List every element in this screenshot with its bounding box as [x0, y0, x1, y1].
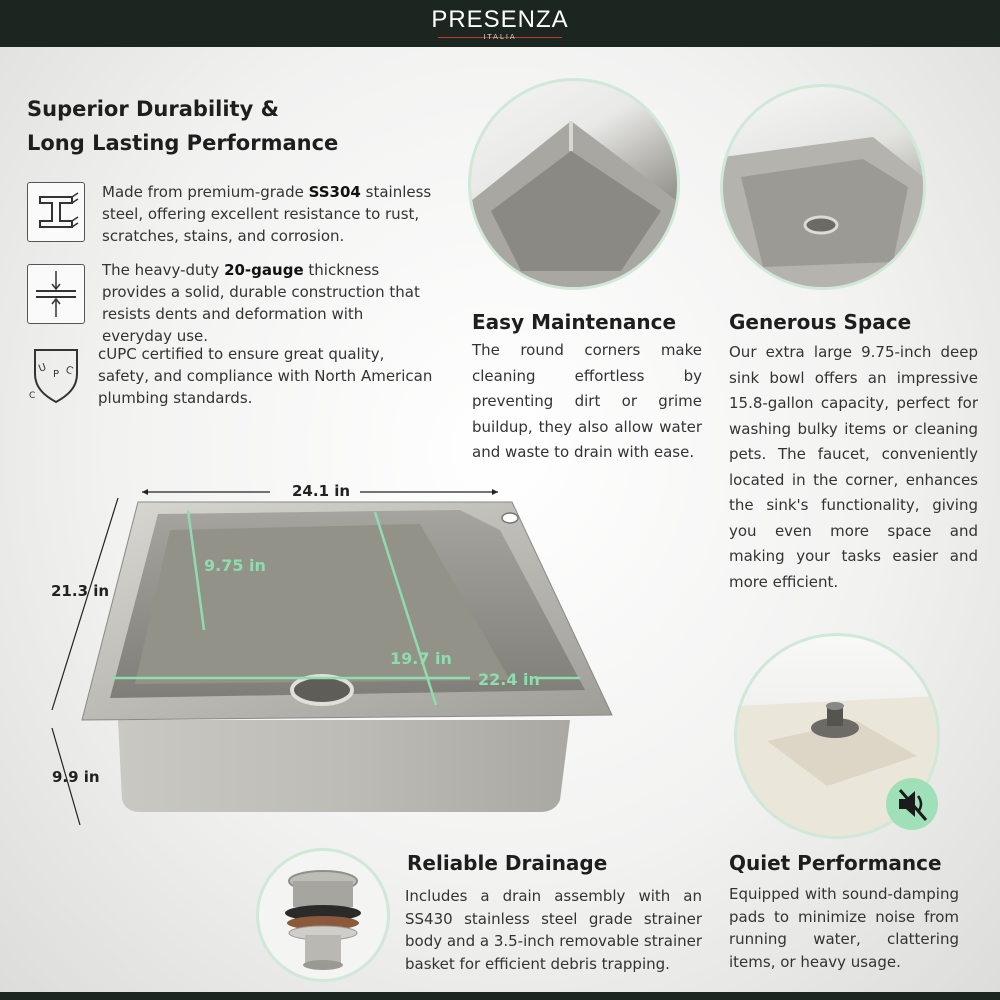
- brand-logo: PRESENZA: [431, 6, 569, 33]
- dim-depth-side: 21.3 in: [51, 582, 110, 600]
- gauge-thickness-icon: [27, 264, 85, 324]
- cupc-p: P: [53, 369, 60, 380]
- feature-steel-post: stainless steel, offering excellent resistance to rust, scratches, stains, and corrosion.: [102, 183, 432, 245]
- reliable-drainage-title: Reliable Drainage: [407, 851, 608, 875]
- headline-line-1: Superior Durability &: [27, 97, 279, 121]
- feature-gauge-post: thickness provides a solid, durable construction that resists dents and deformation with everyday use.: [102, 261, 420, 345]
- feature-text-gauge: [102, 259, 437, 347]
- quiet-performance-title: Quiet Performance: [729, 851, 942, 875]
- cupc-shield-icon: [27, 344, 87, 406]
- cupc-c-outer: C: [29, 391, 36, 401]
- headline: [27, 92, 338, 160]
- drain-assembly-photo: [256, 848, 390, 982]
- dim-bowl-depth: 9.75 in: [204, 556, 266, 575]
- dim-bowl-front-back: 19.7 in: [390, 649, 452, 668]
- quiet-performance-body: Equipped with sound-damping pads to minimize noise from running water, clattering items, or heavy usage.: [729, 885, 959, 971]
- feature-cupc-text: cUPC certified to ensure great quality, safety, and compliance with North American plumbing standards.: [98, 345, 433, 407]
- generous-space-body: Our extra large 9.75-inch deep sink bowl offers an impressive 15.8-gallon capacity, perfect for washing bulky items or cleaning pets. The faucet, conveniently located in the corner, enhances the sink's functionality, giving you even more space and making your tasks easier and more efficient.: [729, 343, 978, 591]
- dim-bowl-width: 22.4 in: [478, 670, 540, 689]
- headline-line-2: Long Lasting Performance: [27, 131, 339, 155]
- feature-text-steel: [102, 181, 437, 247]
- footer-bar: [0, 992, 1000, 1000]
- feature-steel-bold: SS304: [308, 183, 361, 201]
- dim-width-top: 24.1 in: [292, 482, 351, 500]
- feature-text-cupc: [98, 343, 438, 409]
- brand-subtitle: ITALIA: [483, 33, 517, 41]
- generous-space-title: Generous Space: [729, 310, 912, 334]
- easy-maintenance-title: Easy Maintenance: [472, 310, 677, 334]
- sink-bowl-photo: [720, 84, 926, 290]
- easy-maintenance-body: The round corners make cleaning effortless by preventing dirt or grime buildup, they also allow water and waste to drain with ease.: [472, 341, 702, 461]
- feature-gauge-bold: 20-gauge: [224, 261, 304, 279]
- steel-beam-icon: [27, 182, 85, 242]
- rounded-corner-photo: [468, 78, 680, 290]
- mute-speaker-icon: [886, 778, 938, 830]
- reliable-drainage-body: Includes a drain assembly with an SS430 stainless steel grade strainer body and a 3.5-inch removable strainer basket for efficient debris trapping.: [405, 887, 703, 973]
- sink-diagram: [40, 470, 630, 830]
- feature-gauge-pre: The heavy-duty: [102, 261, 225, 279]
- feature-steel-pre: Made from premium-grade: [102, 183, 309, 201]
- dim-height-side: 9.9 in: [52, 768, 100, 786]
- cupc-u: U: [37, 361, 48, 375]
- cupc-c: C: [63, 364, 75, 378]
